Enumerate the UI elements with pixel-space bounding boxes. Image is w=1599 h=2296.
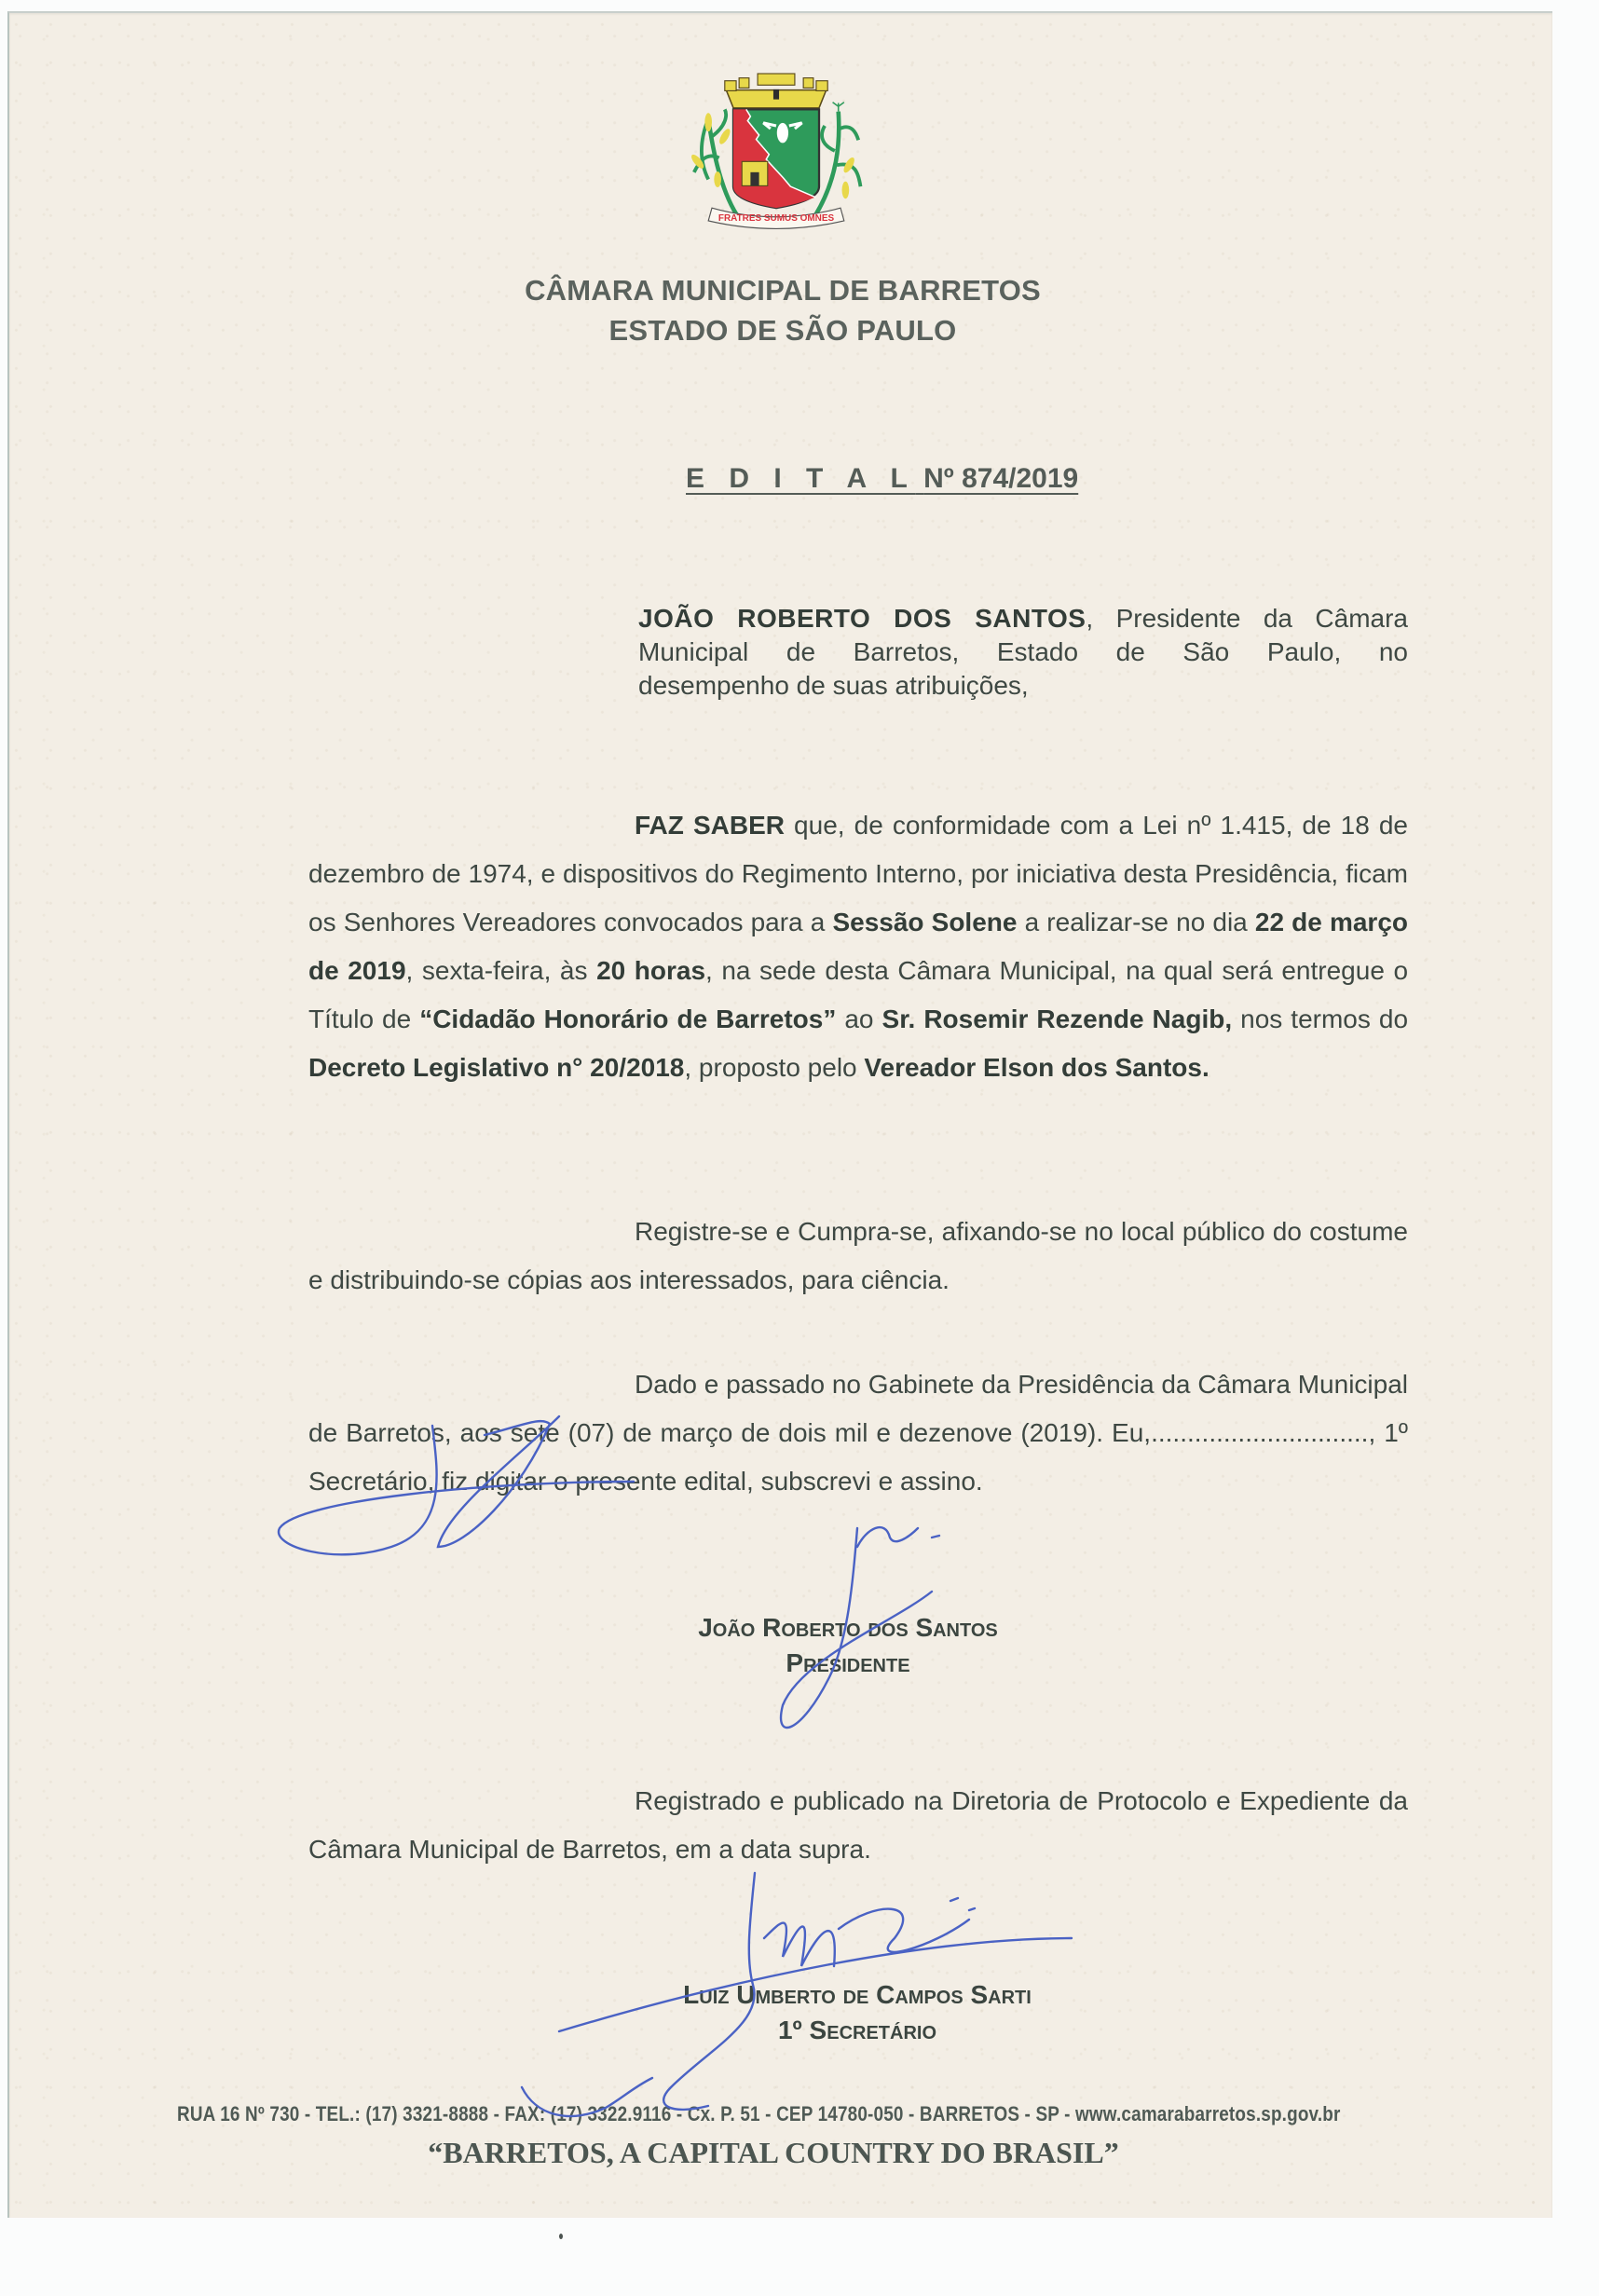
shield-icon (733, 109, 819, 208)
intro-paragraph (638, 602, 1408, 703)
intro-text-3: desempenho de suas atribuições, (638, 671, 1029, 700)
body-text: , proposto pelo (684, 1053, 865, 1082)
registre-paragraph (308, 1208, 1408, 1305)
faz-saber-label: FAZ SABER (635, 811, 785, 840)
body-text: a realizar-se no dia (1017, 908, 1255, 936)
faz-saber-paragraph (308, 801, 1408, 1092)
signer-name: Luiz Umberto de Campos Sarti (683, 1980, 1032, 2009)
registre-text: Registre-se e Cumpra-se, afixando-se no local público do costume e distribuindo-se cópias aos interessados, para ciência. (308, 1217, 1408, 1294)
footer-address: RUA 16 Nº 730 - TEL.: (17) 3321-8888 - FAX: (17) 3322.9116 - Cx. P. 51 - CEP 14780-050 - BARRETOS - SP - www.camarabarretos.sp.gov.br (177, 2102, 1341, 2125)
dado-text: Dado e passado no Gabinete da Presidência da Câmara Municipal de Barretos, aos sete (07) de março de dois mil e dezenove (2019). Eu, (308, 1370, 1408, 1447)
dado-paragraph (308, 1360, 1408, 1506)
title-number: Nº 874/2019 (923, 463, 1079, 494)
president-signature-block (634, 1610, 1062, 1681)
footer-motto: “BARRETOS, A CAPITAL COUNTRY DO BRASIL” (428, 2136, 1119, 2169)
signer-name: João Roberto dos Santos (698, 1613, 998, 1642)
signature-dotted-line: .............................., (1151, 1418, 1376, 1447)
institution-name: CÂMARA MUNICIPAL DE BARRETOS (525, 274, 1041, 307)
decree-ref: Decreto Legislativo n° 20/2018 (308, 1053, 685, 1082)
body-text: nos termos do (1232, 1004, 1409, 1033)
session-hour: 20 horas (596, 956, 706, 985)
award-title: “Cidadão Honorário de Barretos” (419, 1004, 837, 1033)
signer-role: Presidente (786, 1648, 910, 1677)
signer-role: 1º Secretário (777, 2016, 937, 2044)
dado-text-rest: 1º Secretário, fiz digitar o presente edital, subscrevi e assino. (308, 1418, 1409, 1496)
intro-text-2: Municipal de Barretos, Estado de São Paulo, no (638, 637, 1408, 666)
body-text: que, de conformidade com a Lei nº 1.415, de 18 de dezembro de 1974, e dispositivos do Regimento Interno, por iniciativa desta Presidência, ficam os Senhores Vereadores convocados para a (308, 811, 1409, 936)
mural-crown-icon (725, 74, 827, 108)
state-name: ESTADO DE SÃO PAULO (608, 314, 957, 347)
president-name: JOÃO ROBERTO DOS SANTOS (638, 604, 1086, 633)
crest-motto-text: FRATRES SUMUS OMNES (718, 212, 835, 224)
coat-of-arms-logo (669, 45, 883, 250)
scan-speck (559, 2234, 563, 2239)
body-text: ao (836, 1004, 882, 1033)
intro-text-1: , Presidente da Câmara (1086, 604, 1408, 633)
motto-ribbon (708, 208, 844, 228)
proposer-name: Vereador Elson dos Santos. (864, 1053, 1210, 1082)
right-corn-icon (815, 102, 860, 215)
honoree-name: Sr. Rosemir Rezende Nagib, (882, 1004, 1233, 1033)
registrado-paragraph (308, 1777, 1408, 1874)
registrado-text: Registrado e publicado na Diretoria de Protocolo e Expediente da Câmara Municipal de Barretos, em a data supra. (308, 1786, 1408, 1864)
body-text: , na sede desta Câmara Municipal, na qual será entregue o Título de (308, 956, 1409, 1033)
secretary-signature-block (634, 1977, 1081, 2048)
body-text: , sexta-feira, às (405, 956, 597, 985)
title-word: E D I T A L (686, 463, 916, 494)
document-title (686, 463, 1078, 495)
session-type: Sessão Solene (832, 908, 1018, 936)
left-cane-icon (690, 109, 737, 214)
session-date: 22 de março de 2019 (308, 908, 1409, 985)
